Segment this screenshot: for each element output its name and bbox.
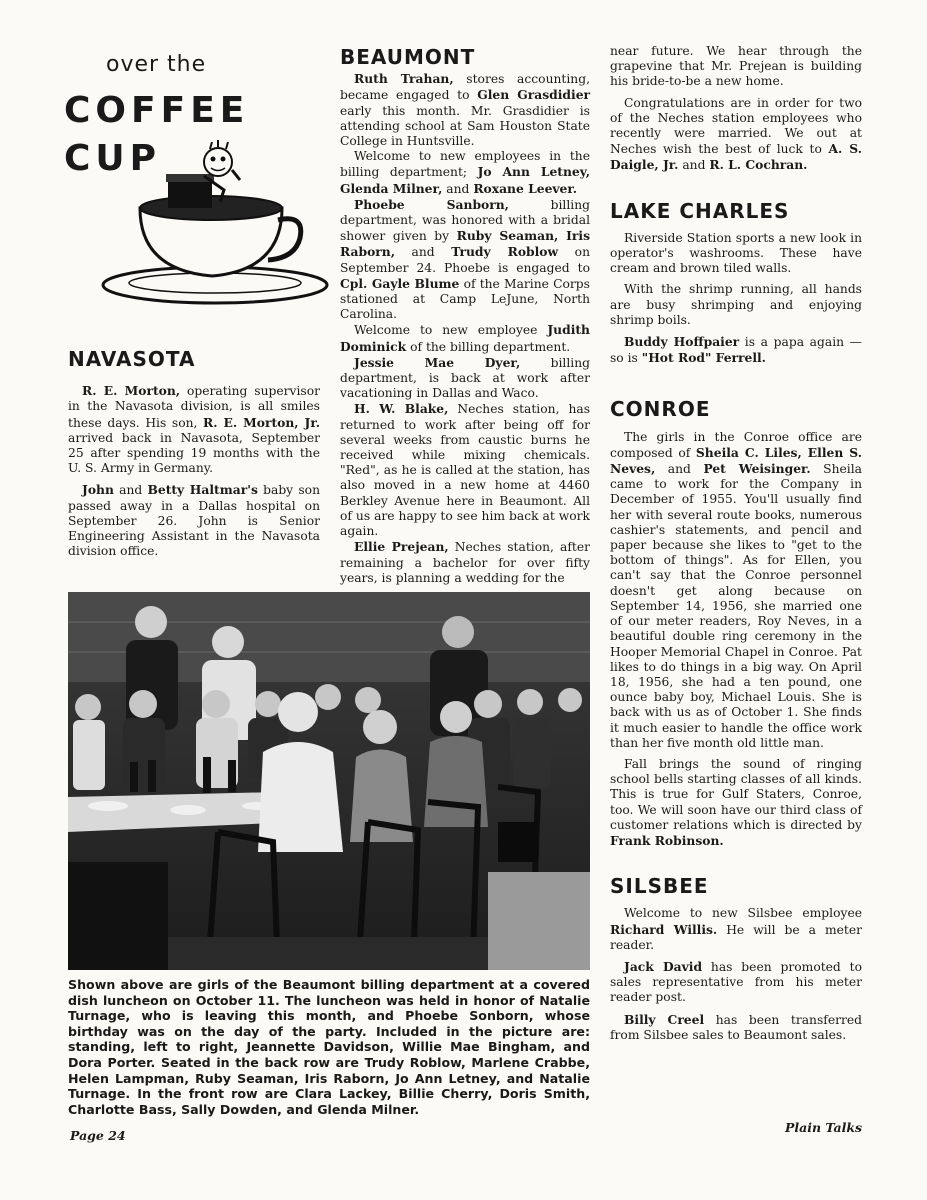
text-run: and bbox=[678, 158, 710, 173]
silsbee-body bbox=[610, 906, 862, 1043]
text-run: Riverside Station sports a new look in operator's washrooms. These have cream and brown tiled walls. bbox=[610, 230, 862, 276]
name-run: R. E. Morton, bbox=[82, 383, 181, 399]
text-run: operating supervisor in the Navasota division, is all smiles these days. His son, bbox=[68, 384, 320, 430]
photo-caption: Shown above are girls of the Beaumont billing department at a covered dish luncheon on October 11. The luncheon was held in honor of Natalie Turnage, who is leaving this month, and Phoebe Sonborn, whose birthday was on the day of the party. Included in the picture are: standing, left to right, Jeannette Davidson, Willie Mae Bingham, and Dora Porter. Seated in the back row are Trudy Roblow, Marlene Crabbe, Helen Lampman, Ruby Seaman, Iris Raborn, Jo Ann Letney, and Natalie Turnage. In the front row are Clara Lackey, Billie Cherry, Doris Smith, Charlotte Bass, Sally Dowden, and Glenda Milner. bbox=[68, 977, 590, 1117]
text-run: and bbox=[655, 462, 704, 477]
masthead-coffee: COFFEE bbox=[64, 90, 250, 131]
text-run: Sheila came to work for the Company in December of 1955. You'll usually find her with several route books, numerous cashier's statements, and pencil and paper because she likes to "get to the bottom of things". As for Ellen, you can't say that the Conroe personnel doesn't get along because on September 14, 1956, she married one of our meter readers, Roy Neves, in a beautiful double ring ceremony in the Hooper Memorial Chapel in Conroe. Pat likes to do things in a big way. On April 18, 1956, she had a ten pound, one ounce baby boy, Michael Louis. She is back with us as of October 1. She finds it much easier to handle the office work than her five month old little man. bbox=[610, 462, 863, 750]
masthead-cup: CUP bbox=[64, 138, 162, 179]
text-run: and bbox=[442, 181, 474, 196]
text-run: has been transferred from Silsbee sales to Beaumont sales. bbox=[610, 1012, 863, 1042]
text-run: Fall brings the sound of ringing school bells starting classes of all kinds. This is true for Gulf Staters, Conroe, too. We will soon have our third class of customer relations which is directed by bbox=[610, 756, 862, 832]
masthead-over-the: over the bbox=[106, 52, 207, 77]
text-run: stores accounting, became engaged to bbox=[340, 72, 590, 103]
text-run: and bbox=[113, 483, 148, 498]
paragraph bbox=[610, 906, 862, 953]
group-photo-image bbox=[68, 592, 590, 970]
name-run: Richard Willis. bbox=[610, 921, 718, 937]
page-number: Page 24 bbox=[70, 1128, 126, 1143]
name-run: Phoebe Sanborn, bbox=[354, 196, 509, 212]
coffee-cup-mascot-icon bbox=[100, 140, 330, 310]
text-run: Welcome to new employee bbox=[354, 323, 548, 338]
publication-name: Plain Talks bbox=[785, 1120, 863, 1135]
navasota-section bbox=[68, 347, 320, 565]
name-run: R. E. Morton, Jr. bbox=[203, 414, 320, 430]
text-run: The girls in the Conroe office are composed of bbox=[610, 429, 862, 460]
beaumont-heading: BEAUMONT bbox=[340, 45, 476, 69]
text-run: has been promoted to sales representative from his meter reader post. bbox=[610, 959, 862, 1005]
paragraph bbox=[610, 44, 862, 90]
paragraph bbox=[610, 757, 862, 849]
text-run: on September 24. Phoebe is engaged to bbox=[340, 245, 590, 275]
name-run: Pet Weisinger. bbox=[703, 461, 811, 477]
conroe-heading: CONROE bbox=[610, 397, 711, 422]
name-run: Glen Grasdidier bbox=[477, 87, 590, 103]
paragraph bbox=[610, 231, 862, 277]
name-run: Billy Creel bbox=[624, 1011, 705, 1027]
right-column bbox=[610, 44, 862, 1049]
name-run: "Hot Rod" Ferrell. bbox=[641, 350, 766, 366]
paragraph bbox=[340, 197, 590, 323]
name-run: Jack David bbox=[624, 958, 703, 974]
paragraph bbox=[340, 401, 590, 539]
name-run: Cpl. Gayle Blume bbox=[340, 275, 460, 291]
text-run: early this month. Mr. Grasdidier is attending school at Sam Houston State College in Huntsville. bbox=[340, 103, 590, 149]
text-run: billing department, was honored with a bridal shower given by bbox=[340, 197, 590, 244]
text-run: and bbox=[394, 245, 452, 260]
text-run: baby son passed away in a Dallas hospital on September 26. John is Senior Engineering Assistant in the Navasota division office. bbox=[68, 483, 320, 559]
paragraph bbox=[68, 383, 320, 476]
name-run: Jessie Mae Dyer, bbox=[354, 354, 521, 370]
name-run: H. W. Blake, bbox=[354, 401, 449, 417]
paragraph bbox=[340, 71, 590, 149]
text-run: near future. We hear through the grapevine that Mr. Prejean is building his bride-to-be a new home. bbox=[610, 44, 862, 89]
text-run: Welcome to new employees in the billing department; bbox=[340, 149, 590, 180]
name-run: Sheila C. Liles, Ellen S. Neves, bbox=[610, 444, 862, 477]
paragraph bbox=[610, 1012, 862, 1043]
name-run: Betty Haltmar's bbox=[147, 482, 258, 498]
text-run: arrived back in Navasota, September 25 after spending 19 months with the U. S. Army in Germany. bbox=[68, 430, 320, 476]
text-run: of the billing department. bbox=[406, 339, 571, 354]
text-run: of the Marine Corps stationed at Camp LeJune, North Carolina. bbox=[340, 276, 590, 322]
name-run: John bbox=[82, 482, 114, 498]
beaumont-continued bbox=[610, 44, 862, 174]
text-run: is a papa again — so is bbox=[610, 335, 862, 366]
paragraph bbox=[340, 149, 590, 197]
name-run: Roxane Leever. bbox=[473, 180, 577, 196]
paragraph bbox=[610, 959, 862, 1006]
paragraph bbox=[340, 539, 590, 586]
lake-charles-body bbox=[610, 231, 862, 367]
name-run: Ruth Trahan, bbox=[354, 71, 454, 87]
text-run: billing department, is back at work after vacationing in Dallas and Waco. bbox=[340, 355, 590, 401]
paragraph bbox=[610, 334, 862, 366]
name-run: A. S. Daigle, Jr. bbox=[610, 141, 863, 173]
beaumont-body bbox=[340, 71, 590, 586]
silsbee-heading: SILSBEE bbox=[610, 874, 709, 899]
name-run: Trudy Roblow bbox=[451, 244, 559, 260]
paragraph bbox=[610, 282, 862, 328]
text-run: With the shrimp running, all hands are busy shrimping and enjoying shrimp boils. bbox=[610, 282, 862, 327]
text-run: Congratulations are in order for two of the Neches station employees who recently were married. We out at Neches wish the best of luck to bbox=[610, 95, 862, 157]
name-run: Ellie Prejean, bbox=[354, 539, 449, 555]
navasota-body bbox=[68, 383, 320, 559]
text-run: Neches station, has returned to work after being off for several weeks from caustic burns he received while mixing chemicals. "Red", as he is called at the station, has also moved in a new home at 4460 Berkley Avenue here in Beaumont. All of us are happy to see him back at work again. bbox=[340, 402, 590, 539]
paragraph bbox=[340, 322, 590, 354]
lake-charles-heading: LAKE CHARLES bbox=[610, 198, 790, 223]
navasota-heading: NAVASOTA bbox=[68, 347, 196, 371]
text-run: He will be a meter reader. bbox=[610, 922, 862, 952]
paragraph bbox=[610, 96, 862, 174]
name-run: Jo Ann Letney, Glenda Milner, bbox=[340, 164, 590, 196]
paragraph bbox=[610, 430, 862, 751]
beaumont-section bbox=[340, 45, 590, 586]
conroe-body bbox=[610, 430, 862, 849]
name-run: Judith Dominick bbox=[340, 322, 590, 354]
name-run: Frank Robinson. bbox=[610, 832, 724, 848]
paragraph bbox=[340, 355, 590, 402]
name-run: Buddy Hoffpaier bbox=[624, 334, 740, 350]
text-run: Neches station, after remaining a bachelor for over fifty years, is planning a wedding for the bbox=[340, 540, 590, 585]
paragraph bbox=[68, 482, 320, 559]
name-run: R. L. Cochran. bbox=[709, 157, 808, 173]
name-run: Ruby Seaman, Iris Raborn, bbox=[340, 228, 590, 260]
text-run: Welcome to new Silsbee employee bbox=[624, 906, 862, 921]
